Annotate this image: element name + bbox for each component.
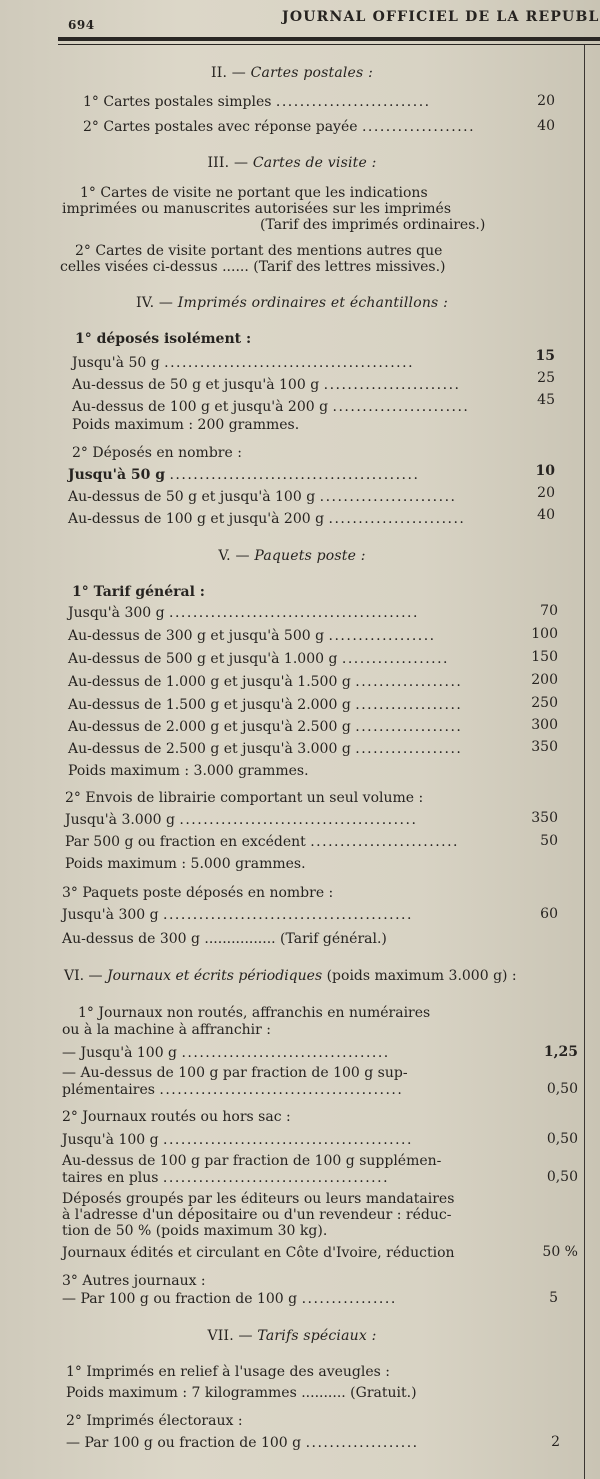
heading-title: Paquets poste : [254, 548, 366, 564]
row-value: 10 [535, 463, 555, 479]
heading-num: IV. — [135, 295, 174, 311]
row-value: 0,50 [546, 1081, 578, 1097]
row-label: — Par 100 g ou fraction de 100 g [62, 1291, 298, 1307]
row-value: 40 [537, 507, 555, 523]
row-dots: .......................................... [169, 605, 419, 621]
para-line: Au-dessus de 100 g par fraction de 100 g supplémen- [62, 1153, 442, 1169]
row-value: 0,50 [546, 1169, 578, 1185]
row-dots: .......................................... [163, 907, 413, 923]
row-dots: ................... [305, 1435, 419, 1451]
row [72, 376, 460, 394]
heading-title: Journaux et écrits périodiques [107, 968, 323, 984]
row-label: Au-dessus de 1.500 g et jusqu'à 2.000 g [68, 697, 351, 713]
row-dots: ....................... [332, 399, 470, 415]
row-value: 300 [531, 717, 558, 733]
para-line: (Tarif des imprimés ordinaires.) [260, 217, 486, 233]
row-dots: ....................... [323, 377, 461, 393]
para-line: — Au-dessus de 100 g par fraction de 100 g sup- [62, 1065, 408, 1081]
row [68, 604, 419, 622]
row-dots: .................. [328, 628, 436, 644]
row-value: 100 [531, 626, 558, 642]
row-dots: .................. [355, 674, 463, 690]
row-dots: ................ [301, 1291, 397, 1307]
row-dots: .................. [341, 651, 449, 667]
row-label: — Par 100 g ou fraction de 100 g [66, 1435, 302, 1451]
para-line: Déposés groupés par les éditeurs ou leurs mandataires [62, 1191, 455, 1207]
para-line: imprimées ou manuscrites autorisées sur les imprimés [62, 201, 452, 217]
row-dots: .................. [355, 741, 463, 757]
row-dots: ......................... [310, 834, 459, 850]
subheading: 2° Déposés en nombre : [72, 445, 242, 461]
row-value: 350 [531, 810, 558, 826]
row-dots: ......................................... [159, 1082, 404, 1098]
row [62, 906, 413, 924]
row [65, 833, 459, 851]
row-value: 2 [551, 1434, 560, 1450]
section-heading-vii [0, 1328, 584, 1344]
row-dots: .......................................... [164, 355, 415, 371]
row-value: 1,25 [543, 1044, 578, 1060]
para-line: 1° Journaux non routés, affranchis en numéraires [78, 1005, 431, 1021]
row [72, 354, 414, 372]
row-value: 70 [540, 603, 558, 619]
max-weight: Poids maximum : 200 grammes. [72, 417, 300, 433]
para-line: à l'adresse d'un dépositaire ou d'un revendeur : réduc- [62, 1207, 452, 1223]
row-dots: ................................... [181, 1045, 390, 1061]
heading-num: III. — [207, 155, 249, 171]
row [68, 510, 465, 528]
row-label: Par 500 g ou fraction en excédent [65, 834, 306, 850]
heading-num: V. — [218, 548, 250, 564]
row-value: 25 [537, 370, 555, 386]
subheading: 1° Tarif général : [72, 584, 205, 600]
row-value: 50 % [542, 1244, 578, 1260]
row-label: 1° Cartes postales simples [83, 94, 272, 110]
row-label: Jusqu'à 3.000 g [65, 812, 175, 828]
row [62, 1169, 389, 1187]
section-heading-iv [0, 295, 584, 311]
row-label: taires en plus [62, 1170, 159, 1186]
row-value: 50 [540, 833, 558, 849]
row [68, 627, 436, 645]
row: Au-dessus de 300 g ................ (Tarif général.) [62, 931, 387, 947]
row-value: 0,50 [546, 1131, 578, 1147]
page-number: 694 [68, 18, 95, 32]
subheading: 1° déposés isolément : [75, 331, 252, 347]
section-heading-v [0, 548, 584, 564]
row-label: 2° Cartes postales avec réponse payée [83, 119, 358, 135]
section-heading-ii [0, 65, 584, 81]
section-heading-vi [64, 968, 517, 984]
row-label: plémentaires [62, 1082, 155, 1098]
row-label: Jusqu'à 50 g [68, 467, 166, 483]
row-label: Au-dessus de 100 g et jusqu'à 200 g [72, 399, 329, 415]
row [62, 1044, 390, 1062]
row-cartes-simples [83, 93, 431, 111]
row-dots: .................. [355, 719, 463, 735]
row-dots: .......................... [275, 94, 431, 110]
heading-title: Imprimés ordinaires et échantillons : [177, 295, 449, 311]
row-dots: ....................... [328, 511, 466, 527]
row-label: Journaux édités et circulant en Côte d'Ivoire, réduction [62, 1245, 455, 1261]
row [62, 1290, 397, 1308]
max-weight: Poids maximum : 3.000 grammes. [68, 763, 309, 779]
row [68, 718, 462, 736]
row-value: 20 [537, 485, 555, 501]
row-label: Au-dessus de 1.000 g et jusqu'à 1.500 g [68, 674, 351, 690]
row-dots: .......................................... [163, 1132, 413, 1148]
row: Poids maximum : 7 kilogrammes .......... (Gratuit.) [66, 1385, 417, 1401]
para-line: ou à la machine à affranchir : [62, 1022, 272, 1038]
row-dots: ................... [361, 119, 476, 135]
para-line: 1° Cartes de visite ne portant que les indications [80, 185, 428, 201]
subheading: 3° Paquets poste déposés en nombre : [62, 885, 334, 901]
row [62, 1081, 403, 1099]
row [65, 811, 417, 829]
row [68, 466, 419, 484]
heading-tail: (poids maximum 3.000 g) : [326, 968, 517, 984]
row-dots: ...................................... [162, 1170, 390, 1186]
row-label: — Jusqu'à 100 g [62, 1045, 178, 1061]
row-label: Jusqu'à 100 g [62, 1132, 159, 1148]
journal-title: JOURNAL OFFICIEL DE LA REPUBL [282, 9, 600, 25]
row-dots: ....................... [319, 489, 457, 505]
row [72, 398, 469, 416]
heading-title: Cartes de visite : [252, 155, 377, 171]
row-label: Au-dessus de 500 g et jusqu'à 1.000 g [68, 651, 338, 667]
heading-title: Cartes postales : [250, 65, 373, 81]
row-label: Au-dessus de 2.500 g et jusqu'à 3.000 g [68, 741, 351, 757]
heading-num: VI. — [64, 968, 103, 984]
subheading: 1° Imprimés en relief à l'usage des aveugles : [66, 1364, 390, 1380]
row-label: Au-dessus de 100 g et jusqu'à 200 g [68, 511, 325, 527]
heading-num: II. — [211, 65, 246, 81]
row [66, 1434, 419, 1452]
subheading: 2° Imprimés électoraux : [66, 1413, 243, 1429]
row-value: 150 [531, 649, 558, 665]
section-heading-iii [0, 155, 584, 171]
row-value: 350 [531, 739, 558, 755]
row [68, 696, 462, 714]
para-line: celles visées ci-dessus ...... (Tarif des lettres missives.) [60, 259, 446, 275]
row-value: 15 [535, 348, 555, 364]
row [68, 650, 449, 668]
row-label: Jusqu'à 300 g [68, 605, 165, 621]
heading-title: Tarifs spéciaux : [257, 1328, 377, 1344]
para-line: 2° Cartes de visite portant des mentions autres que [75, 243, 443, 259]
row [68, 740, 462, 758]
row-label: Au-dessus de 50 g et jusqu'à 100 g [72, 377, 320, 393]
row-value: 40 [537, 118, 555, 134]
row-dots: .................. [355, 697, 463, 713]
subheading: 2° Journaux routés ou hors sac : [62, 1109, 291, 1125]
row [62, 1131, 413, 1149]
row-value: 20 [537, 93, 555, 109]
row-value: 200 [531, 672, 558, 688]
row-dots: .......................................... [169, 467, 420, 483]
row-value: 45 [537, 392, 555, 408]
row-value: 5 [549, 1290, 558, 1306]
row-label: Jusqu'à 50 g [72, 355, 160, 371]
subheading: 2° Envois de librairie comportant un seul volume : [65, 790, 424, 806]
row-label: Au-dessus de 2.000 g et jusqu'à 2.500 g [68, 719, 351, 735]
row-value: 60 [540, 906, 558, 922]
row-value: 250 [531, 695, 558, 711]
heading-num: VII. — [207, 1328, 253, 1344]
subheading: 3° Autres journaux : [62, 1273, 206, 1289]
row-label: Au-dessus de 50 g et jusqu'à 100 g [68, 489, 316, 505]
row-dots: ........................................ [179, 812, 418, 828]
row [68, 488, 456, 506]
row [68, 673, 462, 691]
row-cartes-reponse [83, 118, 475, 136]
row-label: Au-dessus de 300 g et jusqu'à 500 g [68, 628, 325, 644]
max-weight: Poids maximum : 5.000 grammes. [65, 856, 306, 872]
para-line: tion de 50 % (poids maximum 30 kg). [62, 1223, 328, 1239]
row-label: Jusqu'à 300 g [62, 907, 159, 923]
